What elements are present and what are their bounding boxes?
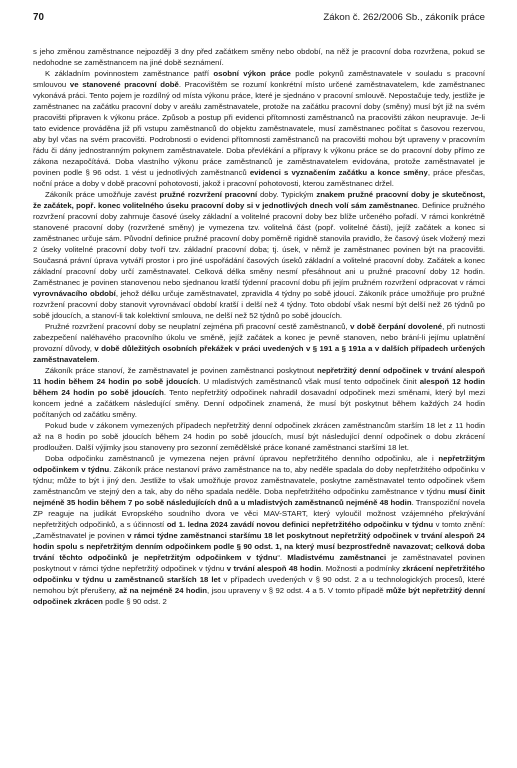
paragraph [33,420,485,453]
text-run: . Tento nepřetržitý odpočinek nahradil dosavadní odpočinek mezi směnami, který byl mezi koncem jedné a začátkem následující směny. Denní odpočinek znamená, že musí být poskytnut během každých 24 hodin počítaných od začátku směny. [33,388,485,419]
bold-text: od 1. ledna 2024 zavádí novou definici nepřetržitého odpočinku v týdnu [166,520,434,529]
text-run: Pokud bude v zákonem vymezených případech nepřetržitý denní odpočinek zkrácen zaměstnancům starším 18 let z 11 hodin až na 8 hodin po sobě jdoucích během 24 hodin po sobě jdoucích, musí být následující denní odpočinek o dobu zkrácení prodloužen. Další výjimky jsou stanoveny pro sezonní zemědělské práce konané zaměstnanci staršími 18 let. [33,421,485,452]
text-run: . Pracovištěm se rozumí konkrétní místo určené zaměstnavatelem, kde zaměstnanec vykonává práci. Tento pojem je rozdílný od místa výkonu práce, které je sjednáno v pracovní smlouvě. Nepostačuje tedy, jestliže je zaměstnanec na začátku pracovní doby v areálu zaměstnavatele, protože na začátku pracovní doby (směny) musí být již na svém pracovišti připraven k výkonu práce. Způsob a postup při evidenci přítomnosti zaměstnanců na pracovišti zákon neupravuje. Je-li tato evidence prováděna již při vstupu zaměstnanců do objektu zaměstnavatele, musí zaměstnanec počítat s časovou rezervou, aby byl včas na svém pracovišti. Podrobnosti o evidenci přítomnosti zaměstnanců na pracovišti mohou být upraveny v pracovním řádu či dány jednostranným pokynem zaměstnavatele. Doba převlékání a přípravy k výkonu práce se do pracovní doby přímo ze zákona nezapočítává. Doba vlastního výkonu práce zaměstnanců je zaměstnavatelem evidována, protože zaměstnavatel je povinen podle § 96 odst. 1 vést u jednotlivých zaměstnanců [33,80,485,177]
bold-text: pružné rozvržení pracovní [159,190,258,199]
paragraph [33,453,485,607]
bold-text: nepřetržitým odpočinkem v týdnu [33,454,485,474]
running-header [33,12,485,26]
text-run: je zaměstnavatel povinen poskytnout v rámci týdne nepřetržitý odpočinek v týdnu [33,553,486,573]
text-run: . Definice pružného rozvržení pracovní doby zahrnuje časové úseky základní a volitelné pracovní doby bez blíže určeného pořadí. V rámci konkrétně stanovené pracovní doby (rozvržené směny) je vymezena tzv. volitelná část (popř. volitelné části), jejíž začátek a konec si zaměstnanec určuje sám. Původní definice pružné pracovní doby poměrně rigidně stanovila pravidlo, že časový úsek vložený mezi 2 úseky volitelné pracovní doby tvoří tzv. základní pracovní doba; tj. úsek, v němž je zaměstnanec povinen být na pracovišti. Současná právní úprava vytváří prostor i pro jiné uspořádání časových úseků základní a volitelné pracovní doby. Začátek a konec základní pracovní doby určí zaměstnavatel. Celková délka směny nesmí přesáhnout ani u pružné pracovní doby 12 hodin. Zaměstnanec je povinen stanovenou nebo sjednanou kratší týdenní pracovní dobu při jejím pružném rozvržení odpracovat v rámci [33,201,485,287]
text-run: , jsou upraveny v § 92 odst. 4 a 5. V tomto případě [207,586,386,595]
text-run: Zákoník práce umožňuje zavést [45,190,160,199]
paragraph [33,46,485,68]
text-run: podle pokynů zaměstnavatele v souladu s pracovní smlouvou [33,69,485,89]
bold-text: osobní výkon práce [213,69,291,78]
text-run: K základním povinnostem zaměstnance patří [45,69,214,78]
bold-text: v době důležitých osobních překážek v práci uvedených v § 191 a § 191a a v dalších případech určených zaměstnavatelem [33,344,485,364]
page-number: 70 [33,12,44,23]
text-run: , při nutnosti zabezpečení naléhavého pracovního úkolu ve směně, jejíž začátek a konec je pevně stanoven, nebo brání-li jejímu uplatnění provozní důvody, [33,322,485,353]
text-run: Zákoník práce stanoví, že zaměstnavatel je povinen zaměstnanci poskytnout [45,366,317,375]
text-run: v tomto znění: „Zaměstnavatel je povinen [33,520,485,540]
running-title: Zákon č. 262/2006 Sb., zákoník práce [323,12,485,23]
body-text [33,46,485,607]
bold-text: až na nejméně 24 hodin [118,586,208,595]
bold-text: v době čerpání dovolené [350,322,443,331]
bold-text: evidenci s vyznačením začátku a konce směny [249,168,428,177]
bold-text: alespoň 12 hodin během 24 hodin po sobě jdoucích [33,377,485,397]
text-run: , práce přesčas, noční práce a doby v době pracovní pohotovosti, jakož i pracovní pohotovosti, kterou zaměstnanec držel. [33,168,485,188]
bold-text: Mladistvému zaměstnanci [287,553,387,562]
text-run: . Transpoziční novela ZP reaguje na judikát Evropského soudního dvora ve věci MAV-START, který vyloučil možnost vzájemného překrývání nepřetržitých odpočinků, a s účinností [33,498,485,529]
text-run: . Možnosti a podmínky [321,564,403,573]
text-run: s jeho změnou zaměstnance nejpozději 3 dny před začátkem směny nebo období, na něž je pracovní doba rozvržena, pokud se nedohodne se zaměstnancem na jiné době seznámení. [33,47,485,67]
text-run: , jehož délku určuje zaměstnavatel, zpravidla 4 týdny po sobě jdoucí. Zákoník práce umožňuje pro pružné rozvržení pracovní doby stanovit vyrovnávací období kratší i delší než 4 týdny. Toto období však nesmí být delší než 26 týdnů po sobě jdoucích, a stanoví-li tak kolektivní smlouva, ne delší než 52 týdnů po sobě jdoucích. [33,289,485,320]
bold-text: v rámci týdne zaměstnanci staršímu 18 let poskytnout nepřetržitý odpočinek v trvání alespoň 24 hodin spolu s nepřetržitým denním odpočinkem podle § 90 odst. 1, na který musí bezprostředně navazovat; celková doba trvání těchto odpočinků je nepřetržitým odpočinkem v týdnu [33,531,485,562]
bold-text: v trvání alespoň 48 hodin [226,564,322,573]
bold-text: nepřetržitý denní odpočinek v trvání alespoň 11 hodin během 24 hodin po sobě jdoucích [33,366,485,386]
bold-text: znakem pružné pracovní doby je skutečnost, že začátek, popř. konec volitelného úseku pracovní doby si v jednotlivých dnech volí sám zaměstnanec [33,190,486,210]
text-run: Doba odpočinku zaměstnanců je vymezena nejen právní úpravou nepřetržitého denního odpočinku, ale i [45,454,439,463]
bold-text: zkrácení nepřetržitého odpočinku v týdnu u zaměstnanců starších 18 let [33,564,485,584]
bold-text: musí činit nejméně 35 hodin během 7 po sobě následujících dnů a u mladistvých zaměstnanců nejméně 48 hodin [33,487,486,507]
text-run: . Zákoník práce nestanoví právo zaměstnance na to, aby neděle spadala do doby nepřetržitého odpočinku v týdnu; může to být i jiný den. Jestliže to však umožňuje provoz zaměstnavatele, poskytne zaměstnavatel tento odpočinek všem zaměstnancům ve stejný den a tak, aby do něho spadala neděle. Doba nepřetržitého odpočinku zaměstnance v týdnu [33,465,485,496]
bold-text: ve stanovené pracovní době [69,80,179,89]
text-run: . U mladistvých zaměstnanců však musí tento odpočinek činit [198,377,420,386]
bold-text: může být nepřetržitý denní odpočinek zkrácen [33,586,485,606]
text-run: podle § 90 odst. 2 [102,597,167,606]
text-run: “. [277,553,288,562]
text-run: v případech uvedených v § 90 odst. 2 a u technologických procesů, které nemohou být přerušeny, [33,575,485,595]
paragraph [33,365,485,420]
text-run: Pružné rozvržení pracovní doby se neuplatní zejména při pracovní cestě zaměstnanců, [45,322,351,331]
paragraph [33,321,485,365]
text-run: doby. Typickým [257,190,317,199]
paragraph [33,189,485,321]
page [33,12,485,607]
text-run: . [97,355,100,364]
bold-text: vyrovnávacího období [33,289,116,298]
paragraph [33,68,485,189]
